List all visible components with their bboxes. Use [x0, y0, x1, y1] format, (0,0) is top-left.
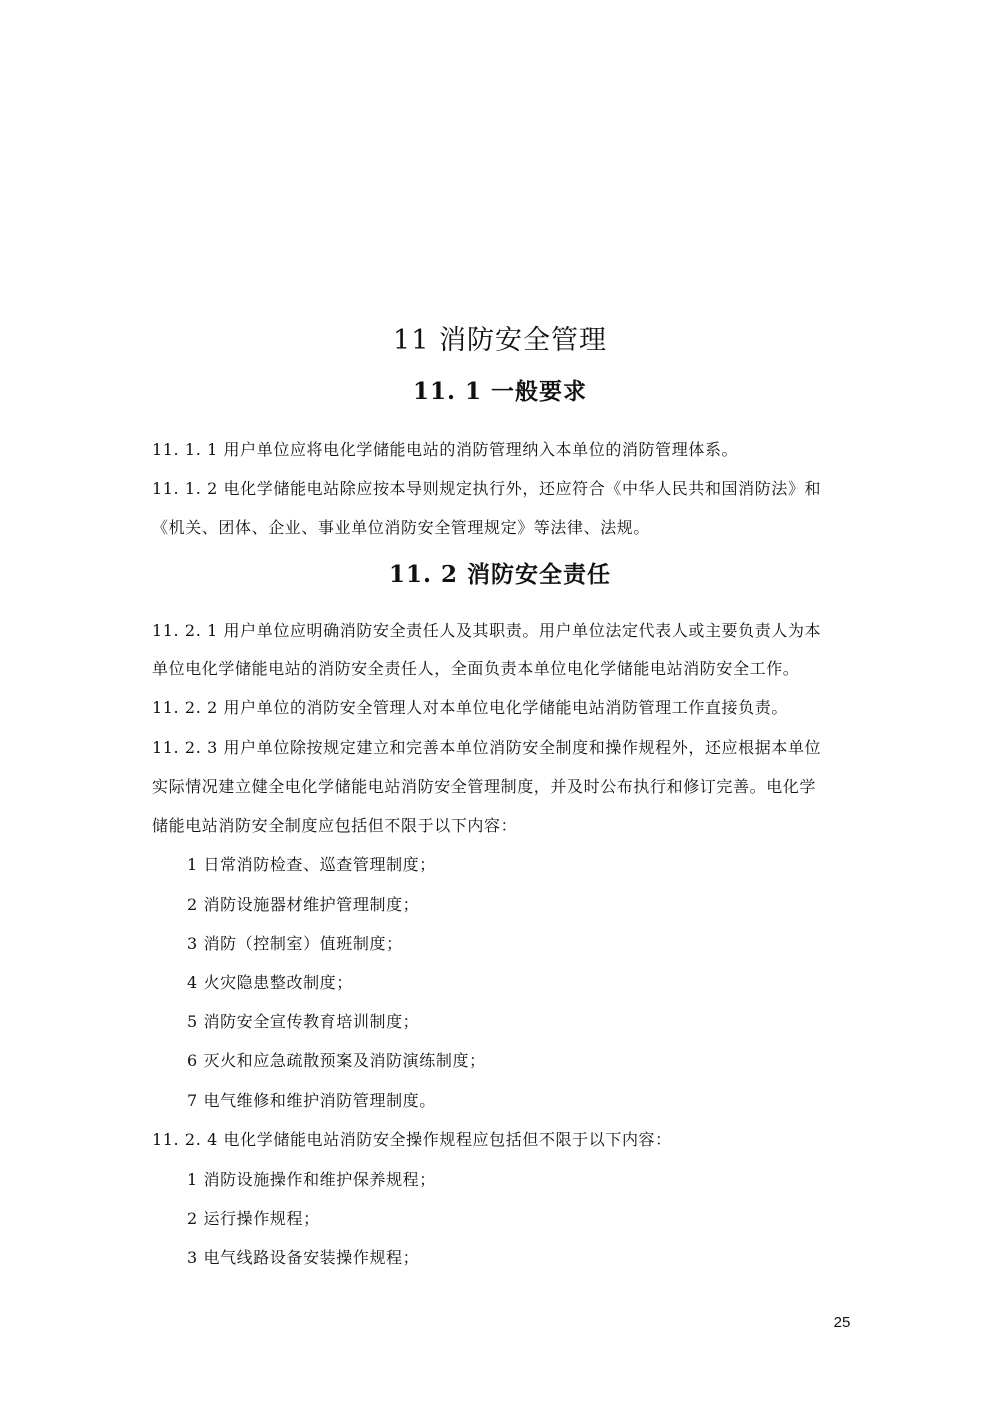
- paragraph-line: 11. 2. 2 用户单位的消防安全管理人对本单位电化学储能电站消防管理工作直接负责。: [152, 698, 788, 717]
- list-item: 3 消防（控制室）值班制度；: [187, 934, 403, 953]
- list-item: 4 火灾隐患整改制度；: [187, 973, 353, 992]
- list-item: 2 消防设施器材维护管理制度；: [187, 895, 420, 914]
- paragraph-line: 11. 2. 3 用户单位除按规定建立和完善本单位消防安全制度和操作规程外，还应根据本单位: [152, 738, 822, 757]
- list-item: 2 运行操作规程；: [187, 1209, 320, 1228]
- paragraph-line: 实际情况建立健全电化学储能电站消防安全管理制度，并及时公布执行和修订完善。电化学: [152, 777, 817, 796]
- section-title-general-requirements: 11. 1 一般要求: [412, 378, 588, 405]
- list-item: 1 日常消防检查、巡查管理制度；: [187, 855, 436, 874]
- list-item: 3 电气线路设备安装操作规程；: [187, 1248, 420, 1267]
- paragraph-line: 单位电化学储能电站的消防安全责任人，全面负责本单位电化学储能电站消防安全工作。: [152, 659, 800, 678]
- paragraph-line: 《机关、团体、企业、事业单位消防安全管理规定》等法律、法规。: [152, 518, 651, 537]
- list-item: 6 灭火和应急疏散预案及消防演练制度；: [187, 1051, 486, 1070]
- section-title-fire-safety-responsibility: 11. 2 消防安全责任: [388, 561, 612, 588]
- paragraph-line: 11. 2. 1 用户单位应明确消防安全责任人及其职责。用户单位法定代表人或主要负责人为本: [152, 621, 822, 640]
- paragraph-line: 11. 1. 1 用户单位应将电化学储能电站的消防管理纳入本单位的消防管理体系。: [152, 440, 739, 459]
- page-number: 25: [833, 1314, 851, 1331]
- paragraph-line: 11. 2. 4 电化学储能电站消防安全操作规程应包括但不限于以下内容：: [152, 1130, 672, 1149]
- paragraph-line: 储能电站消防安全制度应包括但不限于以下内容：: [152, 816, 518, 835]
- paragraph-line: 11. 1. 2 电化学储能电站除应按本导则规定执行外，还应符合《中华人民共和国消防法》和: [152, 479, 822, 498]
- list-item: 1 消防设施操作和维护保养规程；: [187, 1170, 436, 1189]
- chapter-title: 11 消防安全管理: [393, 325, 607, 356]
- list-item: 5 消防安全宣传教育培训制度；: [187, 1012, 420, 1031]
- list-item: 7 电气维修和维护消防管理制度。: [187, 1091, 436, 1110]
